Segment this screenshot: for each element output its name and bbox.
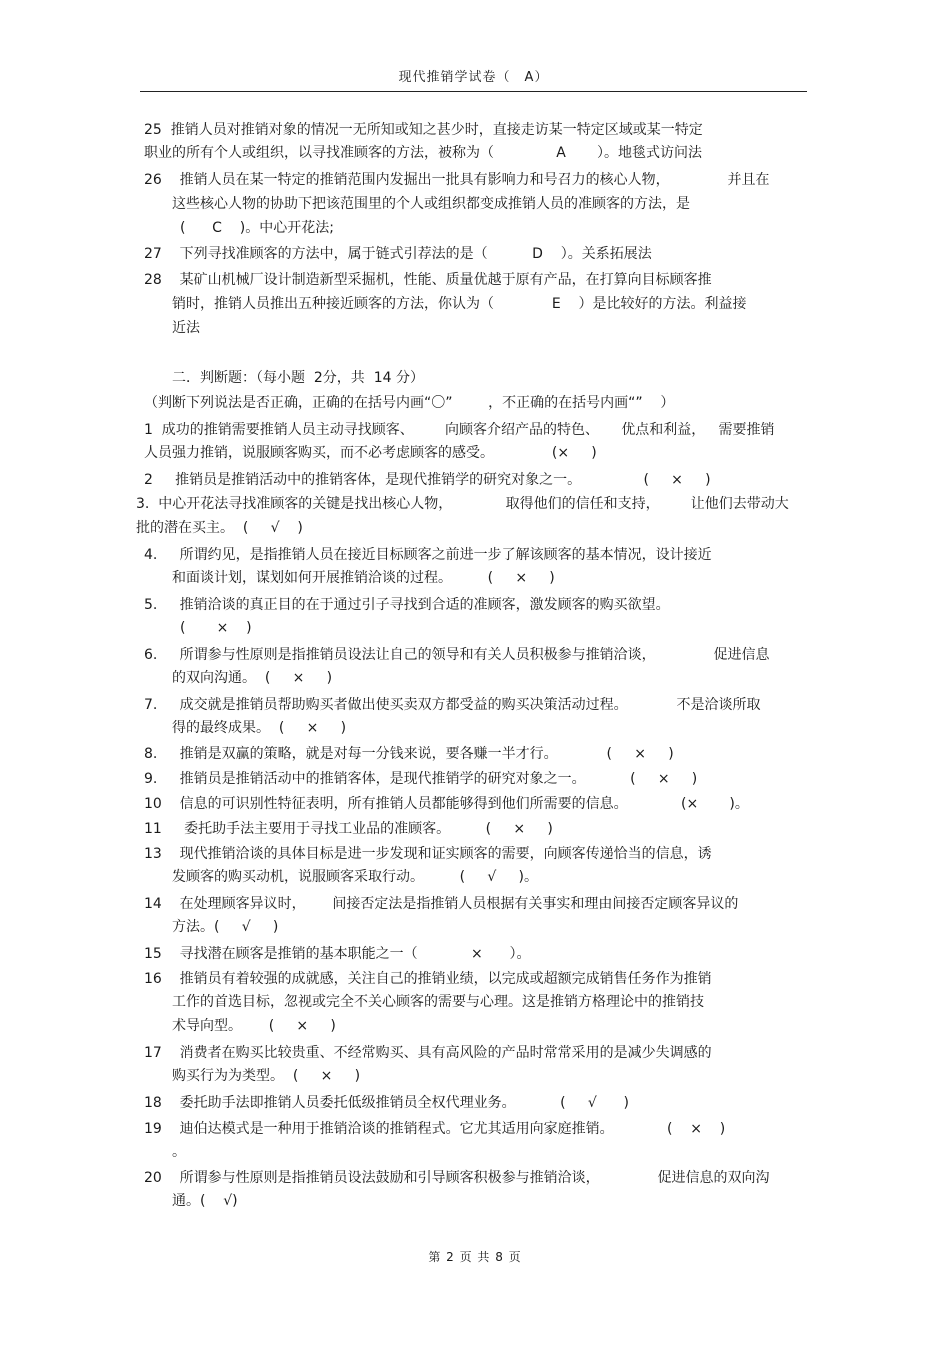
text-line: 15 寻找潜在顾客是推销的基本职能之一（ × ）。: [144, 946, 531, 962]
text-line: 。: [172, 1144, 186, 1160]
text-line: 1 成功的推销需要推销人员主动寻找顾客、 向顾客介绍产品的特色、 优点和利益， 需要推销: [144, 422, 775, 438]
text-line: 销时，推销人员推出五种接近顾客的方法，你认为（ E ）是比较好的方法。利益接: [172, 296, 747, 312]
section-instruction: （判断下列说法是否正确，正确的在括号内画“〇” ，不正确的在括号内画“” ）: [144, 395, 675, 411]
text-line: 19 迪伯达模式是一种用于推销洽谈的推销程式。它尤其适用向家庭推销。 ( × ): [144, 1121, 726, 1137]
text-line: 通。( √): [172, 1193, 238, 1209]
text-line: 27 下列寻找准顾客的方法中，属于链式引荐法的是（ D ）。关系拓展法: [144, 246, 652, 262]
text-line: 这些核心人物的协助下把该范围里的个人或组织都变成推销人员的准顾客的方法，是: [172, 196, 690, 212]
text-line: 17 消费者在购买比较贵重、不经常购买、具有高风险的产品时常常采用的是减少失调感的: [144, 1045, 712, 1061]
text-line: 6. 所谓参与性原则是指推销员设法让自己的领导和有关人员积极参与推销洽谈， 促进信息: [144, 647, 770, 663]
section-title: 二．判断题：（每小题 2分，共 14 分）: [172, 370, 424, 386]
text-line: 25 推销人员对推销对象的情况一无所知或知之甚少时，直接走访某一特定区域或某一特定: [144, 122, 703, 138]
text-line: 18 委托助手法即推销人员委托低级推销员全权代理业务。 ( √ ): [144, 1095, 629, 1111]
text-line: 28 某矿山机械厂设计制造新型采掘机，性能、质量优越于原有产品，在打算向目标顾客推: [144, 272, 712, 288]
text-line: 7. 成交就是推销员帮助购买者做出使买卖双方都受益的购买决策活动过程。 不是洽谈所取: [144, 697, 761, 713]
text-line: ( × ): [180, 620, 252, 636]
text-line: 10 信息的可识别性特征表明，所有推销人员都能够得到他们所需要的信息。 (× )。: [144, 796, 749, 812]
text-line: 购买行为为类型。 ( × ): [172, 1068, 361, 1084]
text-line: 工作的首选目标，忽视或完全不关心顾客的需要与心理。这是推销方格理论中的推销技: [172, 994, 704, 1010]
text-line: 16 推销员有着较强的成就感，关注自己的推销业绩，以完成或超额完成销售任务作为推销: [144, 971, 712, 987]
text-line: 职业的所有个人或组织，以寻找准顾客的方法，被称为（ A ）。地毯式访问法: [144, 145, 703, 161]
text-line: 近法: [172, 320, 200, 336]
text-line: 的双向沟通。 ( × ): [172, 670, 333, 686]
page-header-title: 现代推销学试卷（ A）: [398, 70, 549, 85]
text-line: 发顾客的购买动机，说服顾客采取行动。 ( √ )。: [172, 869, 538, 885]
text-line: 批的潜在买主。 ( √ ): [136, 520, 303, 536]
header-rule: [140, 91, 807, 92]
text-line: 14 在处理顾客异议时， 间接否定法是指推销人员根据有关事实和理由间接否定顾客异议的: [144, 896, 739, 912]
text-line: 5. 推销洽谈的真正目的在于通过引子寻找到合适的准顾客，激发顾客的购买欲望。: [144, 597, 670, 613]
text-line: 方法。( √ ): [172, 919, 279, 935]
text-line: 术导向型。 ( × ): [172, 1018, 336, 1034]
text-line: 13 现代推销洽谈的具体目标是进一步发现和证实顾客的需要，向顾客传递恰当的信息，诱: [144, 846, 712, 862]
text-line: 8. 推销是双赢的策略，就是对每一分钱来说，要各赚一半才行。 ( × ): [144, 746, 674, 762]
text-line: ( C )。中心开花法;: [180, 220, 334, 236]
page-footer: 第 2 页 共 8 页: [428, 1250, 522, 1264]
text-line: 人员强力推销，说服顾客购买，而不必考虑顾客的感受。 (× ): [144, 445, 597, 461]
text-line: 3. 中心开花法寻找准顾客的关键是找出核心人物， 取得他们的信任和支持， 让他们去带动大: [136, 496, 789, 512]
text-line: 和面谈计划，谋划如何开展推销洽谈的过程。 ( × ): [172, 570, 555, 586]
text-line: 26 推销人员在某一特定的推销范围内发掘出一批具有影响力和号召力的核心人物， 并且在: [144, 172, 770, 188]
text-line: 20 所谓参与性原则是指推销员设法鼓励和引导顾客积极参与推销洽谈， 促进信息的双向沟: [144, 1170, 770, 1186]
text-line: 11 委托助手法主要用于寻找工业品的准顾客。 ( × ): [144, 821, 553, 837]
text-line: 2 推销员是推销活动中的推销客体，是现代推销学的研究对象之一。 ( × ): [144, 472, 711, 488]
text-line: 9. 推销员是推销活动中的推销客体，是现代推销学的研究对象之一。 ( × ): [144, 771, 698, 787]
text-line: 4. 所谓约见，是指推销人员在接近目标顾客之前进一步了解该顾客的基本情况，设计接近: [144, 547, 712, 563]
text-line: 得的最终成果。 ( × ): [172, 720, 347, 736]
